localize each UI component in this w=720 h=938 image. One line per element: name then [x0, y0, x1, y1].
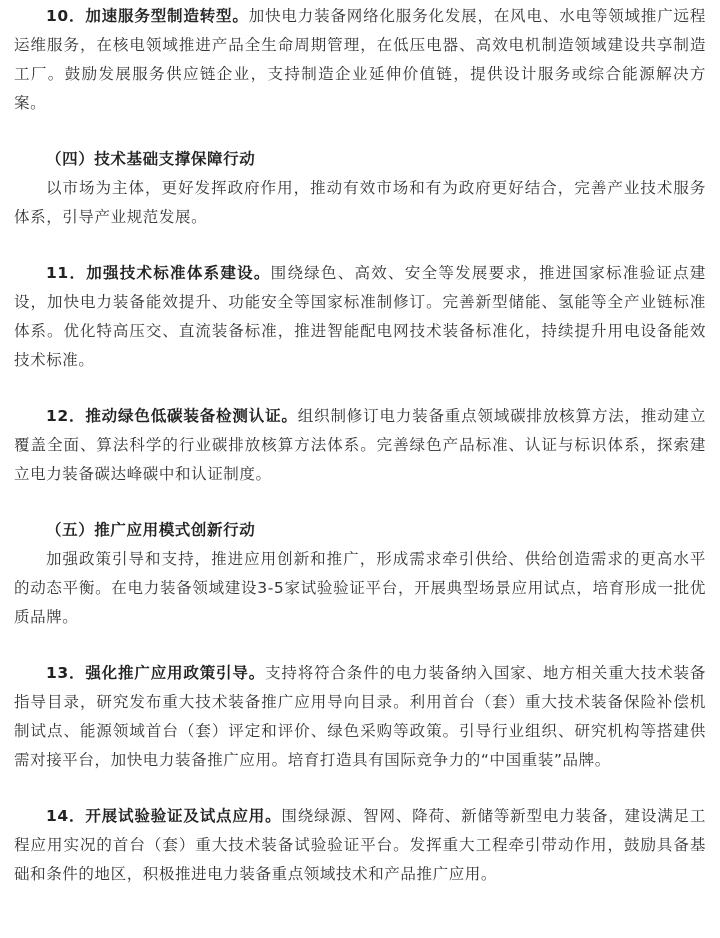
section-heading-4: （四）技术基础支撑保障行动 — [46, 150, 256, 168]
item-11-text: 围绕绿色、高效、安全等发展要求，推进国家标准验证点建设，加快电力装备能效提升、功能安全等国家标准制修订。完善新型储能、氢能等全产业链标准体系。优化特高压交、直流装备标准，推进智能配电网技术装备标准化，持续提升用电设备能效技术标准。 — [14, 264, 706, 369]
paragraph-item-11 — [14, 259, 706, 375]
paragraph-item-12 — [14, 402, 706, 489]
item-13-title: 13．强化推广应用政策引导。 — [46, 664, 266, 682]
item-12-text: 组织制修订电力装备重点领域碳排放核算方法，推动建立覆盖全面、算法科学的行业碳排放核算方法体系。完善绿色产品标准、认证与标识体系，探索建立电力装备碳达峰碳中和认证制度。 — [14, 407, 706, 483]
paragraph-item-10 — [14, 2, 706, 118]
section-5-intro: 加强政策引导和支持，推进应用创新和推广，形成需求牵引供给、供给创造需求的更高水平的动态平衡。在电力装备领域建设3-5家试验验证平台，开展典型场景应用试点，培育形成一批优质品牌。 — [14, 550, 706, 626]
item-14-title: 14．开展试验验证及试点应用。 — [46, 807, 282, 825]
item-10-title: 10．加速服务型制造转型。 — [46, 7, 249, 25]
paragraph-item-13 — [14, 659, 706, 775]
item-10-text: 加快电力装备网络化服务化发展，在风电、水电等领域推广远程运维服务，在核电领域推进产品全生命周期管理，在低压电器、高效电机制造领域建设共享制造工厂。鼓励发展服务供应链企业，支持制造企业延伸价值链，提供设计服务或综合能源解决方案。 — [14, 7, 706, 112]
item-11-title: 11．加强技术标准体系建设。 — [46, 264, 271, 282]
section-4-intro: 以市场为主体，更好发挥政府作用，推动有效市场和有为政府更好结合，完善产业技术服务体系，引导产业规范发展。 — [14, 179, 706, 226]
item-13-text: 支持将符合条件的电力装备纳入国家、地方相关重大技术装备指导目录，研究发布重大技术装备推广应用导向目录。利用首台（套）重大技术装备保险补偿机制试点、能源领域首台（套）评定和评价、绿色采购等政策。引导行业组织、研究机构等搭建供需对接平台，加快电力装备推广应用。培育打造具有国际竞争力的“中国重装”品牌。 — [14, 664, 706, 769]
paragraph-item-14 — [14, 802, 706, 889]
item-14-text: 围绕绿源、智网、降荷、新储等新型电力装备，建设满足工程应用实况的首台（套）重大技术装备试验验证平台。发挥重大工程牵引带动作用，鼓励具备基础和条件的地区，积极推进电力装备重点领域技术和产品推广应用。 — [14, 807, 706, 883]
item-12-title: 12．推动绿色低碳装备检测认证。 — [46, 407, 298, 425]
section-heading-5: （五）推广应用模式创新行动 — [46, 521, 256, 539]
